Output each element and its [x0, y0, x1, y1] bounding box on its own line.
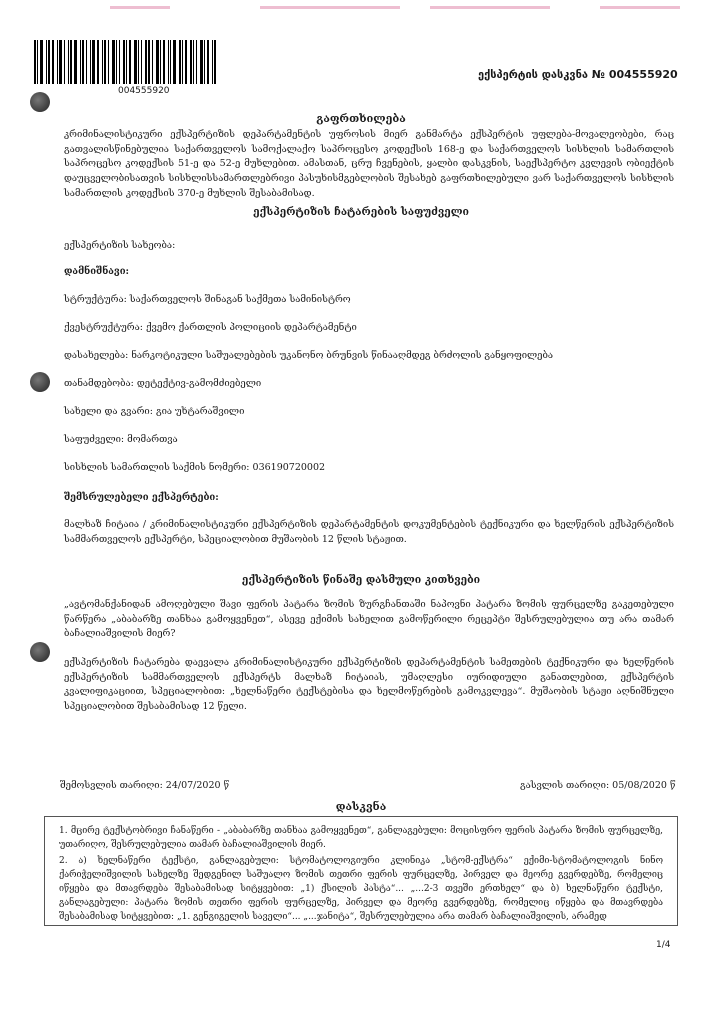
barcode-bar — [170, 40, 171, 84]
barcode-bar — [123, 40, 125, 84]
barcode-bar — [116, 40, 117, 84]
barcode-bar — [163, 40, 165, 84]
barcode-bar — [37, 40, 38, 84]
barcode-bar — [179, 40, 181, 84]
execution-text: ექსპერტიზის ჩატარება დაევალა კრიმინალისტიკური ექსპერტიზის დეპარტამენტის სამეთების ტექნიკური და ხელწერის ექსპერტიზის სამმართველოს ექსპერტს მალხაზ ჩიტაიას, უმაღლესი იურიდიული განათლებით, ექსპერტის კვალიფიკაციით, სპეციალობით: „ხელნაწერი ტექსტებისა და ხელმოწერების გამოკვლევა“. მუშაობის სტაჟი აღნიშნული სპეციალობით შესაბამისად 12 წელი. — [64, 657, 674, 713]
barcode-bar — [90, 40, 91, 84]
barcode-bar — [129, 40, 131, 84]
barcode-bar — [185, 40, 187, 84]
barcode-bar — [92, 40, 95, 84]
barcode-bar — [207, 40, 209, 84]
barcode-bar — [97, 40, 99, 84]
barcode-number: 004555920 — [118, 86, 170, 96]
case-number: სისხლის სამართლის საქმის ნომერი: 036190720002 — [64, 462, 326, 473]
barcode-bar — [102, 40, 103, 84]
conclusion-title: დასკვნა — [335, 800, 387, 813]
barcode-bar — [104, 40, 106, 84]
received-date: შემოსვლის თარიღი: 24/07/2020 წ — [60, 780, 230, 791]
punch-hole-icon — [30, 642, 50, 662]
barcode-bar — [145, 40, 147, 84]
barcode-bar — [173, 40, 176, 84]
page-number: 1/4 — [656, 940, 671, 950]
barcode-bar — [119, 40, 120, 84]
expertise-type: ექსპერტიზის სახეობა: — [64, 240, 176, 251]
warning-text: კრიმინალისტიკური ექსპერტიზის დეპარტამენტის უფროსის მიერ განმარტა ექსპერტის უფლება-მოვალეობები, რაც გათვალისწინებულია საქართველოს სამოქალაქო საპროცესო კოდექსის 168-ე და საქართველოს სისხლის სამართლის საპროცესო კოდექსის 51-ე და 52-ე მუხლებით. ამასთან, ცრუ ჩვენების, ყალბი დასკვნის, საექსპერტო კვლევის ობიექტის დაუცველობისათვის სისხლისსამართლებრივი პასუხისმგებლობის შესახებ გაფრთხილებული ვარ საქართველოს სისხლის სამართლის კოდექსის 370-ე მუხლის შესაბამისად. — [64, 129, 674, 199]
barcode-bar — [126, 40, 127, 84]
position: თანამდებობა: დეტექტივ-გამომძიებელი — [64, 378, 262, 389]
barcode-bar — [59, 40, 62, 84]
question-text: „ავტომანქანიდან ამოღებული შავი ფერის პატარა ზომის ზურგჩანთაში ნაპოვნი პატარა ზომის ფურცელზე გაკეთებული წარწერა „აბაბარზე თანხაა გამოყვენეთ“, ასევე ექიმის სახელით გამოწერილი რეცეპტი შესრულებულია თუ არა თამარ ბაჩალიაშვილის მიერ? — [64, 599, 674, 640]
barcode-bar — [168, 40, 169, 84]
barcode-bar — [148, 40, 150, 84]
barcode-bar — [82, 40, 84, 84]
barcode-bar — [134, 40, 137, 84]
conclusion-box — [44, 816, 678, 926]
barcode-bar — [112, 40, 115, 84]
barcode-bar — [86, 40, 87, 84]
basis-title: ექსპერტიზის ჩატარების საფუძველი — [253, 206, 469, 218]
barcode-bar — [52, 40, 54, 84]
barcode-bar — [34, 40, 36, 84]
barcode-bar — [196, 40, 197, 84]
barcode-bar — [138, 40, 139, 84]
barcode-bar — [152, 40, 153, 84]
barcode-bar — [160, 40, 161, 84]
barcode-bar — [70, 40, 72, 84]
barcode-bar — [80, 40, 81, 84]
barcode-bar — [182, 40, 183, 84]
punch-hole-icon — [30, 372, 50, 392]
person-name: სახელი და გვარი: გია უხტარაშვილი — [64, 406, 245, 417]
basis: საფუძველი: მომართვა — [64, 434, 178, 445]
punch-hole-icon — [30, 92, 50, 112]
barcode-bar — [200, 40, 203, 84]
performer-text: მალხაზ ჩიტაია / კრიმინალისტიკური ექსპერტიზის დეპარტამენტის დოკუმენტების ტექნიკური და ხელწერის ექსპერტიზის სამმართველოს ექსპერტი, სპეციალობით მუშაობის 12 წლის სტაჟით. — [64, 519, 674, 545]
barcode-bar — [190, 40, 192, 84]
barcode — [34, 40, 234, 84]
appointer-label: დამნიშნავი: — [64, 266, 130, 277]
barcode-bar — [108, 40, 109, 84]
barcode-bar — [212, 40, 213, 84]
conclusion-item: 1. მცირე ტექსტობრივი ჩანაწერი - „აბაბარზე თანხაა გამოყვენეთ“, განლაგებული: მოცისფრო ფერის პატარა ზომის ფურცელზე, უთარიღო, შესრულებულია თამარ ბაჩალიაშვილის მიერ. — [59, 826, 663, 850]
barcode-bar — [64, 40, 65, 84]
barcode-bar — [40, 40, 43, 84]
barcode-bar — [193, 40, 194, 84]
performer-label: შემსრულებელი ექსპერტები: — [64, 492, 219, 503]
division: დასახელება: ნარკოტიკული საშუალებების უკანონო ბრუნვის წინააღმდეგ ბრძოლის განყოფილება — [64, 350, 554, 361]
barcode-bar — [74, 40, 77, 84]
barcode-bar — [156, 40, 159, 84]
conclusion-number: ექსპერტის დასკვნა № 004555920 — [478, 68, 678, 81]
pink-stamp-marks — [0, 0, 722, 26]
warning-title: გაფრთხილება — [316, 112, 406, 125]
structure: სტრუქტურა: საქართველოს შინაგან საქმეთა სამინისტრო — [64, 294, 351, 305]
barcode-bar — [46, 40, 47, 84]
barcode-bar — [214, 40, 216, 84]
barcode-bar — [204, 40, 205, 84]
substructure: ქვესტრუქტურა: ქვემო ქართლის პოლიციის დეპარტამენტი — [64, 322, 357, 333]
conclusion-item: 2. ა) ხელნაწერი ტექსტი, განლაგებული: სტომატოლოგიური კლინიკა „სტომ-ექსტრა“ ექიმი-სტომატოლოგის ნინო ქარიჭელიშვილის სახელზე შედგენილ საშუალო ზომის თეთრი ფერის ფურცელზე, პირველ და მეორე გვერდებზე, რომელიც იწყება და მთავრდება შესაბამისად სიტყვებით: „1) ქსილის პასტა“... „...2-3 თვეში ერთხელ“ და ბ) ხელნაწერი ტექსტი, განლაგებული: პატარა ზომის თეთრი ფერის ფურცელზე, პირველ და მეორე გვერდებზე, რომელიც იწყება და მთავრდება შესაბამისად სიტყვებით: „1. გენგიგელის საველი“... „...ჯანიტა“, შესრულებულია არა თამარ ბაჩალიაშვილის, არამედ — [59, 856, 663, 922]
issued-date: გასვლის თარიღი: 05/08/2020 წ — [520, 780, 676, 791]
barcode-bar — [141, 40, 142, 84]
barcode-bar — [68, 40, 69, 84]
questions-title: ექსპერტიზის წინაშე დასმული კითხვები — [241, 574, 481, 586]
barcode-bar — [57, 40, 58, 84]
barcode-bar — [48, 40, 50, 84]
